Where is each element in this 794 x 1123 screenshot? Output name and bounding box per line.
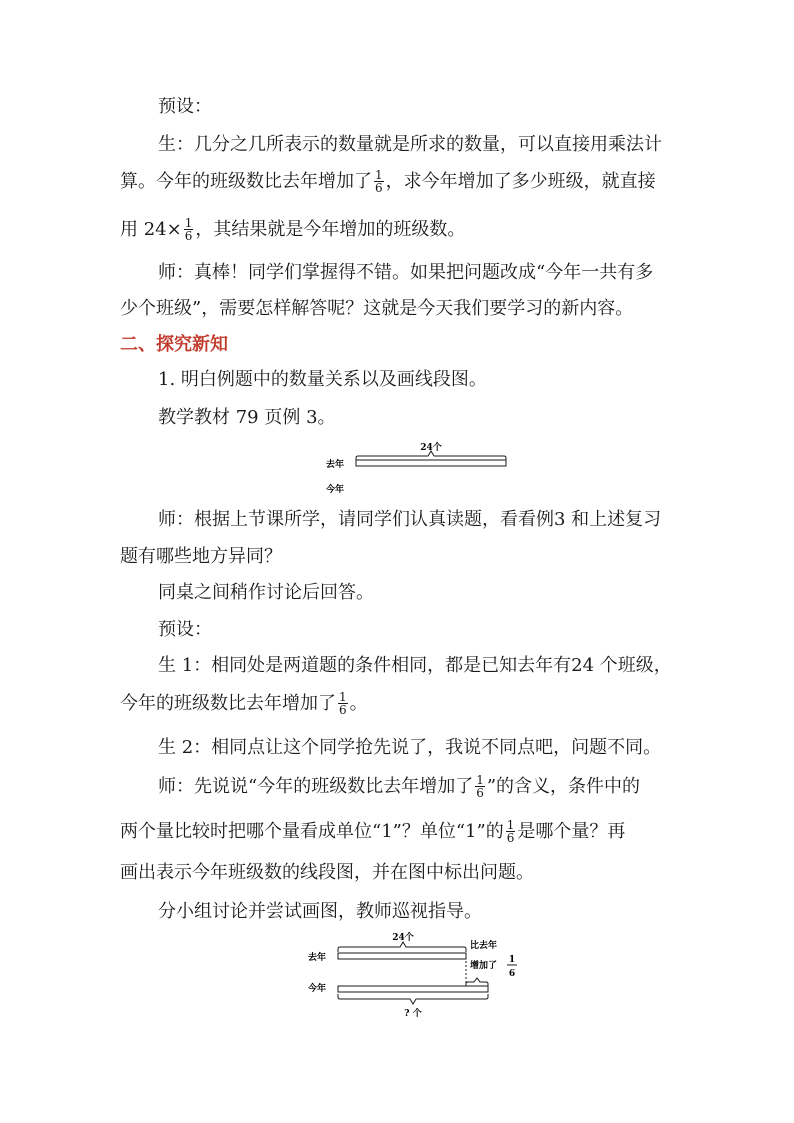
diagram-label-top: 24个: [392, 933, 414, 943]
text-line: 生 1：相同处是两道题的条件相同，都是已知去年有24 个班级，: [158, 655, 672, 676]
text-line: 1. 明白例题中的数量关系以及画线段图。: [158, 369, 487, 390]
fraction-numerator: 1: [506, 817, 515, 832]
fraction-numerator: 1: [184, 215, 193, 230]
text-line: 预设：: [158, 619, 212, 640]
diagram-label-top: 24个: [420, 443, 442, 453]
text-line: 师：根据上节课所学，请同学们认真读题，看看例3 和上述复习: [158, 509, 662, 530]
note-fraction-numerator: 1: [508, 955, 516, 965]
text-span: 。: [349, 693, 368, 714]
fraction-denominator: 6: [506, 830, 515, 845]
text-span: 两个量比较时把哪个量看成单位“1”？单位“1”的: [120, 821, 504, 842]
text-span: 今年的班级数比去年增加了: [120, 693, 336, 714]
text-line: [120, 216, 680, 244]
diagram-label-this-year: 今年: [326, 485, 345, 495]
note-line-1: 比去年: [470, 941, 498, 951]
diagram-label-bottom: ? 个: [404, 1009, 422, 1019]
top-brace: [338, 942, 466, 952]
text-line: 题有哪些地方异同？: [120, 546, 282, 567]
diagram-label-last-year: 去年: [326, 460, 345, 470]
fraction: [374, 169, 384, 194]
fraction: [475, 774, 485, 799]
text-line: 教学教材 79 页例 3。: [158, 407, 336, 428]
text-span: ”的含义，条件中的: [486, 776, 641, 797]
text-line: [120, 168, 680, 196]
fraction-numerator: 1: [476, 772, 484, 787]
text-line: 分小组讨论并尝试画图，教师巡视指导。: [158, 901, 482, 922]
segment-this-year: [338, 986, 488, 992]
note-line-2: 增加了: [470, 961, 498, 971]
text-span: ，其结果就是今年增加的班级数。: [195, 219, 466, 240]
line-segment-diagram-1: [318, 436, 518, 500]
bottom-brace: [338, 994, 488, 1004]
diagram-label-last-year: 去年: [308, 953, 327, 963]
text-line: 少个班级”，需要怎样解答呢？这就是今天我们要学习的新内容。: [120, 298, 634, 319]
text-span: ，求今年增加了多少班级，就直接: [385, 171, 656, 192]
fraction-numerator: 1: [339, 689, 347, 704]
text-span: 用 24×: [120, 219, 182, 240]
text-line: [120, 818, 680, 846]
text-line: [120, 690, 680, 718]
note-fraction-denominator: 6: [508, 969, 516, 979]
segment-last-year: [356, 460, 506, 466]
text-line: 画出表示今年班级数的线段图，并在图中标出问题。: [120, 862, 534, 883]
fraction-denominator: 6: [476, 785, 484, 800]
text-line: 预设：: [158, 96, 212, 117]
fraction-numerator: 1: [375, 167, 383, 182]
fraction-denominator: 6: [375, 180, 383, 195]
text-span: 师：先说说“今年的班级数比去年增加了: [158, 776, 474, 797]
text-line: [158, 773, 718, 801]
diagram-label-this-year: 今年: [308, 984, 327, 994]
text-line: 生：几分之几所表示的数量就是所求的数量，可以直接用乘法计: [158, 134, 662, 155]
text-line: 同桌之间稍作讨论后回答。: [158, 582, 374, 603]
fraction: [506, 819, 516, 844]
text-line: 师：真棒！同学们掌握得不错。如果把问题改成“今年一共有多: [158, 262, 654, 283]
fraction-denominator: 6: [184, 228, 193, 243]
segment-last-year: [338, 953, 466, 959]
text-line: 生 2：相同点让这个同学抢先说了，我说不同点吧，问题不同。: [158, 737, 662, 758]
fraction: [338, 691, 348, 716]
section-heading: 二、探究新知: [120, 334, 228, 355]
text-span: 算。今年的班级数比去年增加了: [120, 171, 372, 192]
text-span: 是哪个量？再: [517, 821, 626, 842]
fraction-denominator: 6: [339, 702, 347, 717]
line-segment-diagram-2: [300, 926, 540, 1022]
fraction: [184, 217, 194, 242]
